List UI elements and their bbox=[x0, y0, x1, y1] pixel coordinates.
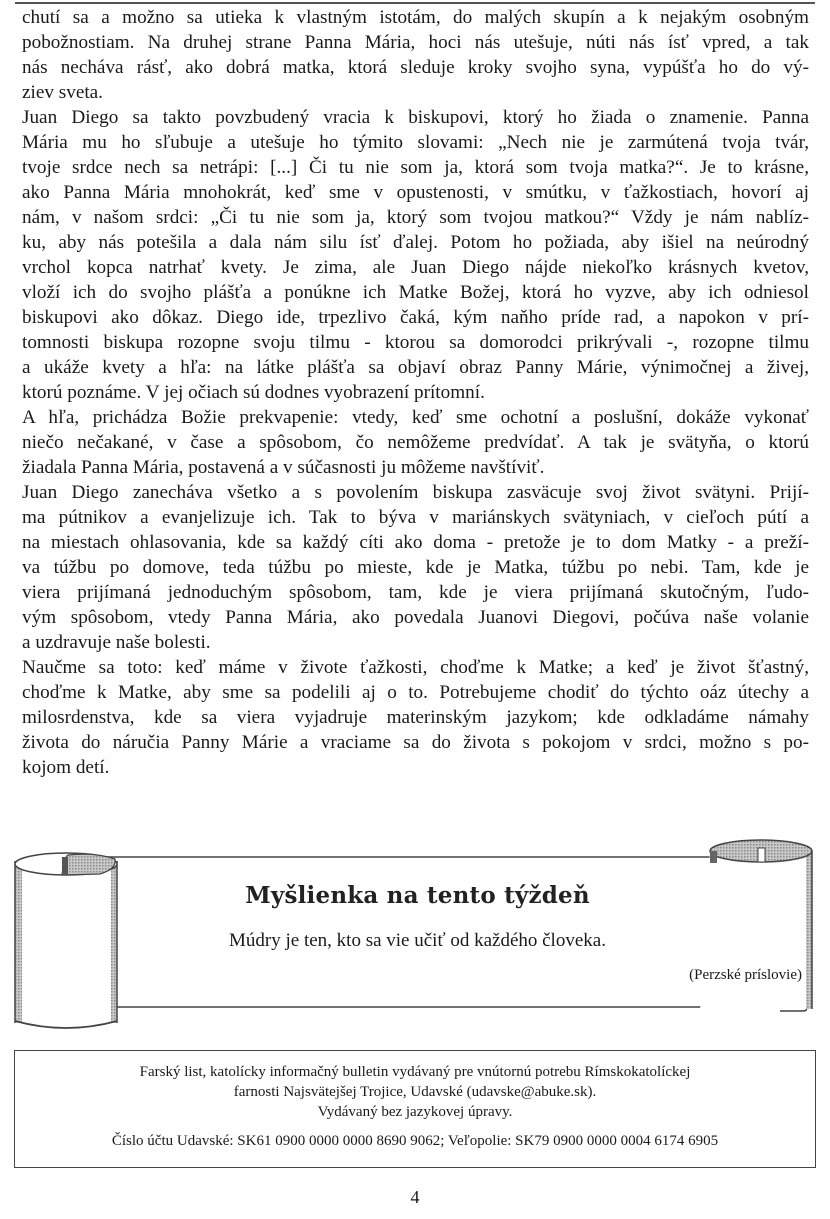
article-line: ku, aby nás potešila a dala nám silu ísť ďalej. Potom ho požiada, aby išiel na neúrodný bbox=[22, 232, 809, 253]
article-line: va túžbu po domove, teda túžbu po mieste, kde je Matka, túžbu po nebi. Tam, kde je bbox=[22, 557, 809, 578]
article-line: vloží ich do svojho plášťa a ponúkne ich Matke Božej, ktorá ho vyzve, aby ich odniesol bbox=[22, 282, 809, 303]
article-line: žiadala Panna Mária, postavená a v súčasnosti ju môžeme navštíviť. bbox=[22, 457, 545, 478]
article-line: a ukáže kvety a hľa: na látke plášťa sa objaví obraz Panny Márie, výnimočnej a živej, bbox=[22, 357, 809, 378]
footer-parish-contact: farnosti Najsvätejšej Trojice, Udavské (udavske@abuke.sk). bbox=[233, 1084, 597, 1100]
footer-bank-accounts: Číslo účtu Udavské: SK61 0900 0000 0000 8690 9062; Veľopolie: SK79 0900 0000 0004 6174 6905 bbox=[111, 1133, 719, 1149]
article-line: vrchol kopca natrhať kvety. Je zima, ale Juan Diego nájde niekoľko krásnych kvetov, bbox=[22, 257, 809, 278]
article-line: a uzdravuje naše bolesti. bbox=[22, 632, 211, 653]
article-line: choďme k Matke, aby sme sa podelili aj o to. Potrebujeme chodiť do týchto oáz útechy a bbox=[22, 682, 809, 703]
right-roll bbox=[700, 840, 812, 1011]
article-line: ziev sveta. bbox=[22, 82, 103, 103]
footer-bulletin-description: Farský list, katolícky informačný bulletin vydávaný pre vnútornú potrebu Rímskokatolíckej bbox=[139, 1064, 691, 1080]
article-line: ma pútnikov a evanjelizuje ich. Tak to býva v mariánskych svätyniach, v cieľoch pútí a bbox=[22, 507, 809, 528]
thought-quote: Múdry je ten, kto sa vie učiť od každého človeka. bbox=[229, 930, 606, 951]
page-number: 4 bbox=[410, 1187, 420, 1207]
article-line: pobožnostiam. Na druhej strane Panna Mária, hoci nás utešuje, núti nás ísť vpred, a tak bbox=[22, 32, 809, 53]
publisher-info-box bbox=[14, 1050, 816, 1168]
left-roll bbox=[15, 853, 117, 1028]
article-line: milosrdenstva, kde sa viera vyjadruje materinským jazykom; kde odkladáme námahy bbox=[22, 707, 809, 728]
article-line: Juan Diego zanecháva všetko a s povolením biskupa zasväcuje svoj život svätyni. Prijí- bbox=[22, 482, 809, 503]
article-line: Naučme sa toto: keď máme v živote ťažkosti, choďme k Matke; a keď je život šťastný, bbox=[22, 657, 809, 678]
article-line: niečo nečakané, v čase a spôsobom, čo nemôžeme predvídať. A tak je svätyňa, o ktorú bbox=[22, 432, 809, 453]
article-body bbox=[22, 5, 809, 780]
article-line: Juan Diego sa takto povzbudený vracia k biskupovi, ktorý ho žiada o znamenie. Panna bbox=[22, 107, 809, 128]
thought-of-week-scroll bbox=[0, 835, 830, 1035]
thought-source: (Perzské príslovie) bbox=[689, 967, 802, 983]
article-line: viera prijímaná jednoduchým spôsobom, tam, kde je viera prijímaná skutočným, ľudo- bbox=[22, 582, 809, 603]
top-rule bbox=[15, 2, 815, 4]
article-line: nás necháva rásť, ako dobrá matka, ktorá sleduje kroky svojho syna, vypúšťa ho do vý- bbox=[22, 57, 809, 78]
article-line: ako Panna Mária mnohokrát, keď sme v opustenosti, v smútku, v ťažkostiach, hovorí aj bbox=[22, 182, 809, 203]
article-line: chutí sa a možno sa utieka k vlastným istotám, do malých skupín a k nejakým osobným bbox=[22, 7, 809, 28]
article-line: vým spôsobom, vtedy Panna Mária, ako povedala Juanovi Diegovi, počúva naše volanie bbox=[22, 607, 809, 628]
article-line: kojom detí. bbox=[22, 757, 110, 778]
article-line: nám, v našom srdci: „Či tu nie som ja, ktorý som tvojou matkou?“ Vždy je nám nablíz- bbox=[22, 207, 809, 228]
article-line: ktorú poznáme. V jej očiach sú dodnes vyobrazení prítomní. bbox=[22, 382, 485, 403]
article-line: A hľa, prichádza Božie prekvapenie: vtedy, keď sme ochotní a poslušní, dokáže vykonať bbox=[22, 407, 809, 428]
article-line: tomnosti biskupa rozopne svoju tilmu - ktorou sa domorodci prikrývali -, rozopne tilmu bbox=[22, 332, 809, 353]
article-line: biskupovi ako dôkaz. Diego ide, trpezlivo čaká, kým naňho príde rad, a napokon v prí- bbox=[22, 307, 809, 328]
article-line: života do náručia Panny Márie a vraciame sa do života s pokojom v srdci, možno s po- bbox=[22, 732, 809, 753]
thought-title: Myšlienka na tento týždeň bbox=[245, 882, 590, 909]
article-line: na miestach ohlasovania, kde sa každý cíti ako doma - pretože je to dom Matky - a preží- bbox=[22, 532, 809, 553]
footer-editorial-note: Vydávaný bez jazykovej úpravy. bbox=[317, 1104, 513, 1120]
article-line: tvoje srdce nech sa netrápi: [...] Či tu nie som ja, ktorá som tvoja matka?“. Je to krásne, bbox=[22, 157, 809, 178]
article-line: Mária mu ho sľubuje a utešuje ho týmito slovami: „Nech nie je zarmútená tvoja tvár, bbox=[22, 132, 809, 153]
